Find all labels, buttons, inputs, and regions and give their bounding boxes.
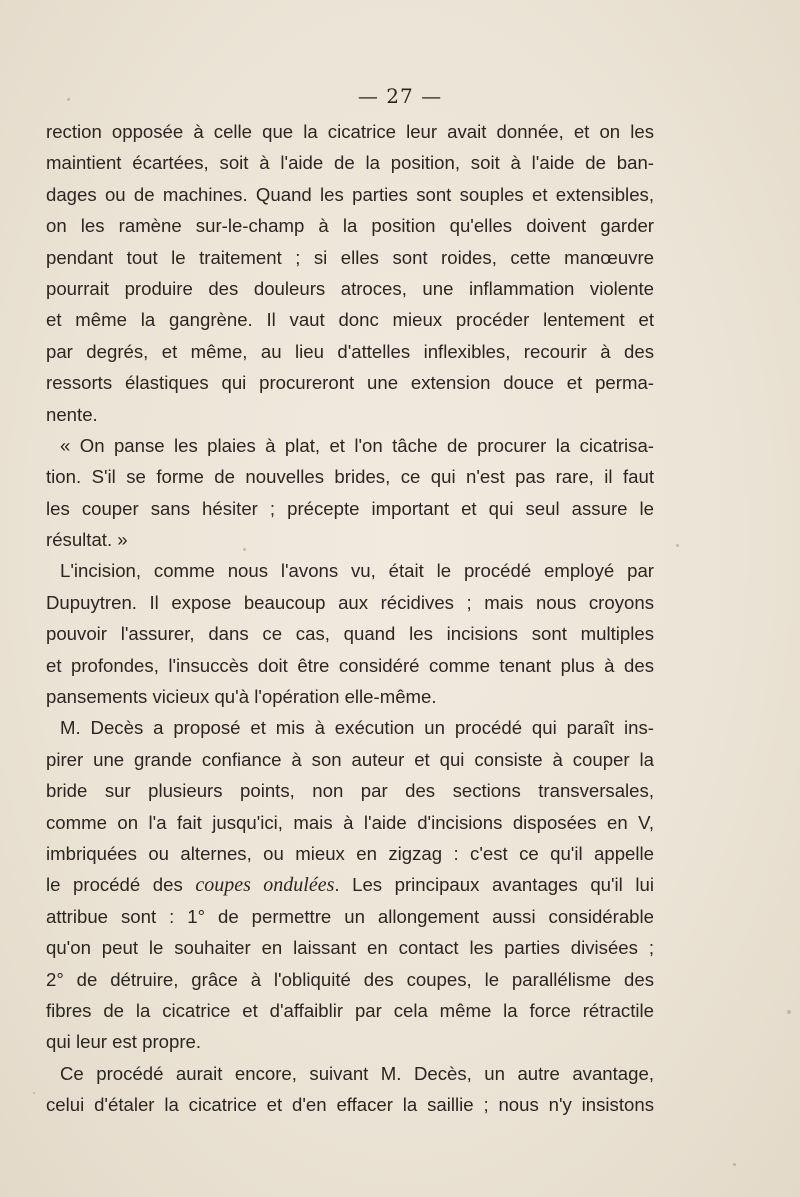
text-line: et même la gangrène. Il vaut donc mieux procéder lentement et <box>46 309 654 331</box>
paper-speck <box>67 98 70 101</box>
text-line: les couper sans hésiter ; précepte important et qui seul assure le <box>46 497 654 519</box>
text-line: pirer une grande confiance à son auteur et qui consiste à couper la <box>46 748 654 770</box>
text-line: Ce procédé aurait encore, suivant M. Decès, un autre avantage, <box>60 1062 654 1084</box>
text-line: attribue sont : 1° de permettre un allongement aussi considérable <box>46 905 654 927</box>
text-line: pouvoir l'assurer, dans ce cas, quand les incisions sont multiples <box>46 623 654 645</box>
paper-speck <box>787 1010 791 1014</box>
text-line: qui leur est propre. <box>46 1031 202 1053</box>
text-line: pansements vicieux qu'à l'opération elle-même. <box>46 686 437 708</box>
text-line: L'incision, comme nous l'avons vu, était le procédé employé par <box>60 560 654 582</box>
text-line: on les ramène sur-le-champ à la position qu'elles doivent garder <box>46 215 654 237</box>
text-line: pourrait produire des douleurs atroces, une inflammation violente <box>46 277 654 299</box>
text-line: imbriquées ou alternes, ou mieux en zigzag : c'est ce qu'il appelle <box>46 842 654 864</box>
text-line: par degrés, et même, au lieu d'attelles inflexibles, recourir à des <box>46 340 654 362</box>
text-line: « On panse les plaies à plat, et l'on tâche de procurer la cicatrisa- <box>60 434 654 456</box>
text-line: nente. <box>46 403 98 425</box>
text-line: Dupuytren. Il expose beaucoup aux récidives ; mais nous croyons <box>46 591 654 613</box>
text-line: tion. S'il se forme de nouvelles brides, ce qui n'est pas rare, il faut <box>46 466 654 488</box>
text-segment: le procédé des <box>46 874 196 896</box>
text-line: celui d'étaler la cicatrice et d'en effacer la saillie ; nous n'y insistons <box>46 1094 654 1116</box>
text-line: comme on l'a fait jusqu'ici, mais à l'aide d'incisions disposées en V, <box>46 811 654 833</box>
text-line: résultat. » <box>46 529 128 551</box>
text-line: dages ou de machines. Quand les parties sont souples et extensibles, <box>46 183 654 205</box>
text-line: ressorts élastiques qui procureront une extension douce et perma- <box>46 372 654 394</box>
text-line: rection opposée à celle que la cicatrice leur avait donnée, et on les <box>46 121 654 142</box>
paper-speck <box>733 1163 736 1166</box>
text-line: bride sur plusieurs points, non par des sections transversales, <box>46 780 654 802</box>
body-text <box>46 116 654 1121</box>
text-line: fibres de la cicatrice et d'affaiblir par cela même la force rétractile <box>46 999 654 1021</box>
text-line <box>46 869 654 900</box>
text-segment: . Les principaux avantages qu'il lui <box>334 874 654 896</box>
page-number: — 27 — <box>357 84 443 108</box>
paper-speck <box>676 544 679 547</box>
paper-speck <box>33 1092 35 1094</box>
text-line: 2° de détruire, grâce à l'obliquité des coupes, le parallélisme des <box>46 968 654 990</box>
text-line: qu'on peut le souhaiter en laissant en contact les parties divisées ; <box>46 937 654 959</box>
text-line: M. Decès a proposé et mis à exécution un procédé qui paraît ins- <box>60 717 654 739</box>
paper-speck <box>243 548 246 551</box>
italic-term: coupes ondulées <box>195 874 335 897</box>
text-line: maintient écartées, soit à l'aide de la position, soit à l'aide de ban- <box>46 152 654 174</box>
text-line: pendant tout le traitement ; si elles sont roides, cette manœuvre <box>46 246 654 268</box>
text-line: et profondes, l'insuccès doit être considéré comme tenant plus à des <box>46 654 654 676</box>
